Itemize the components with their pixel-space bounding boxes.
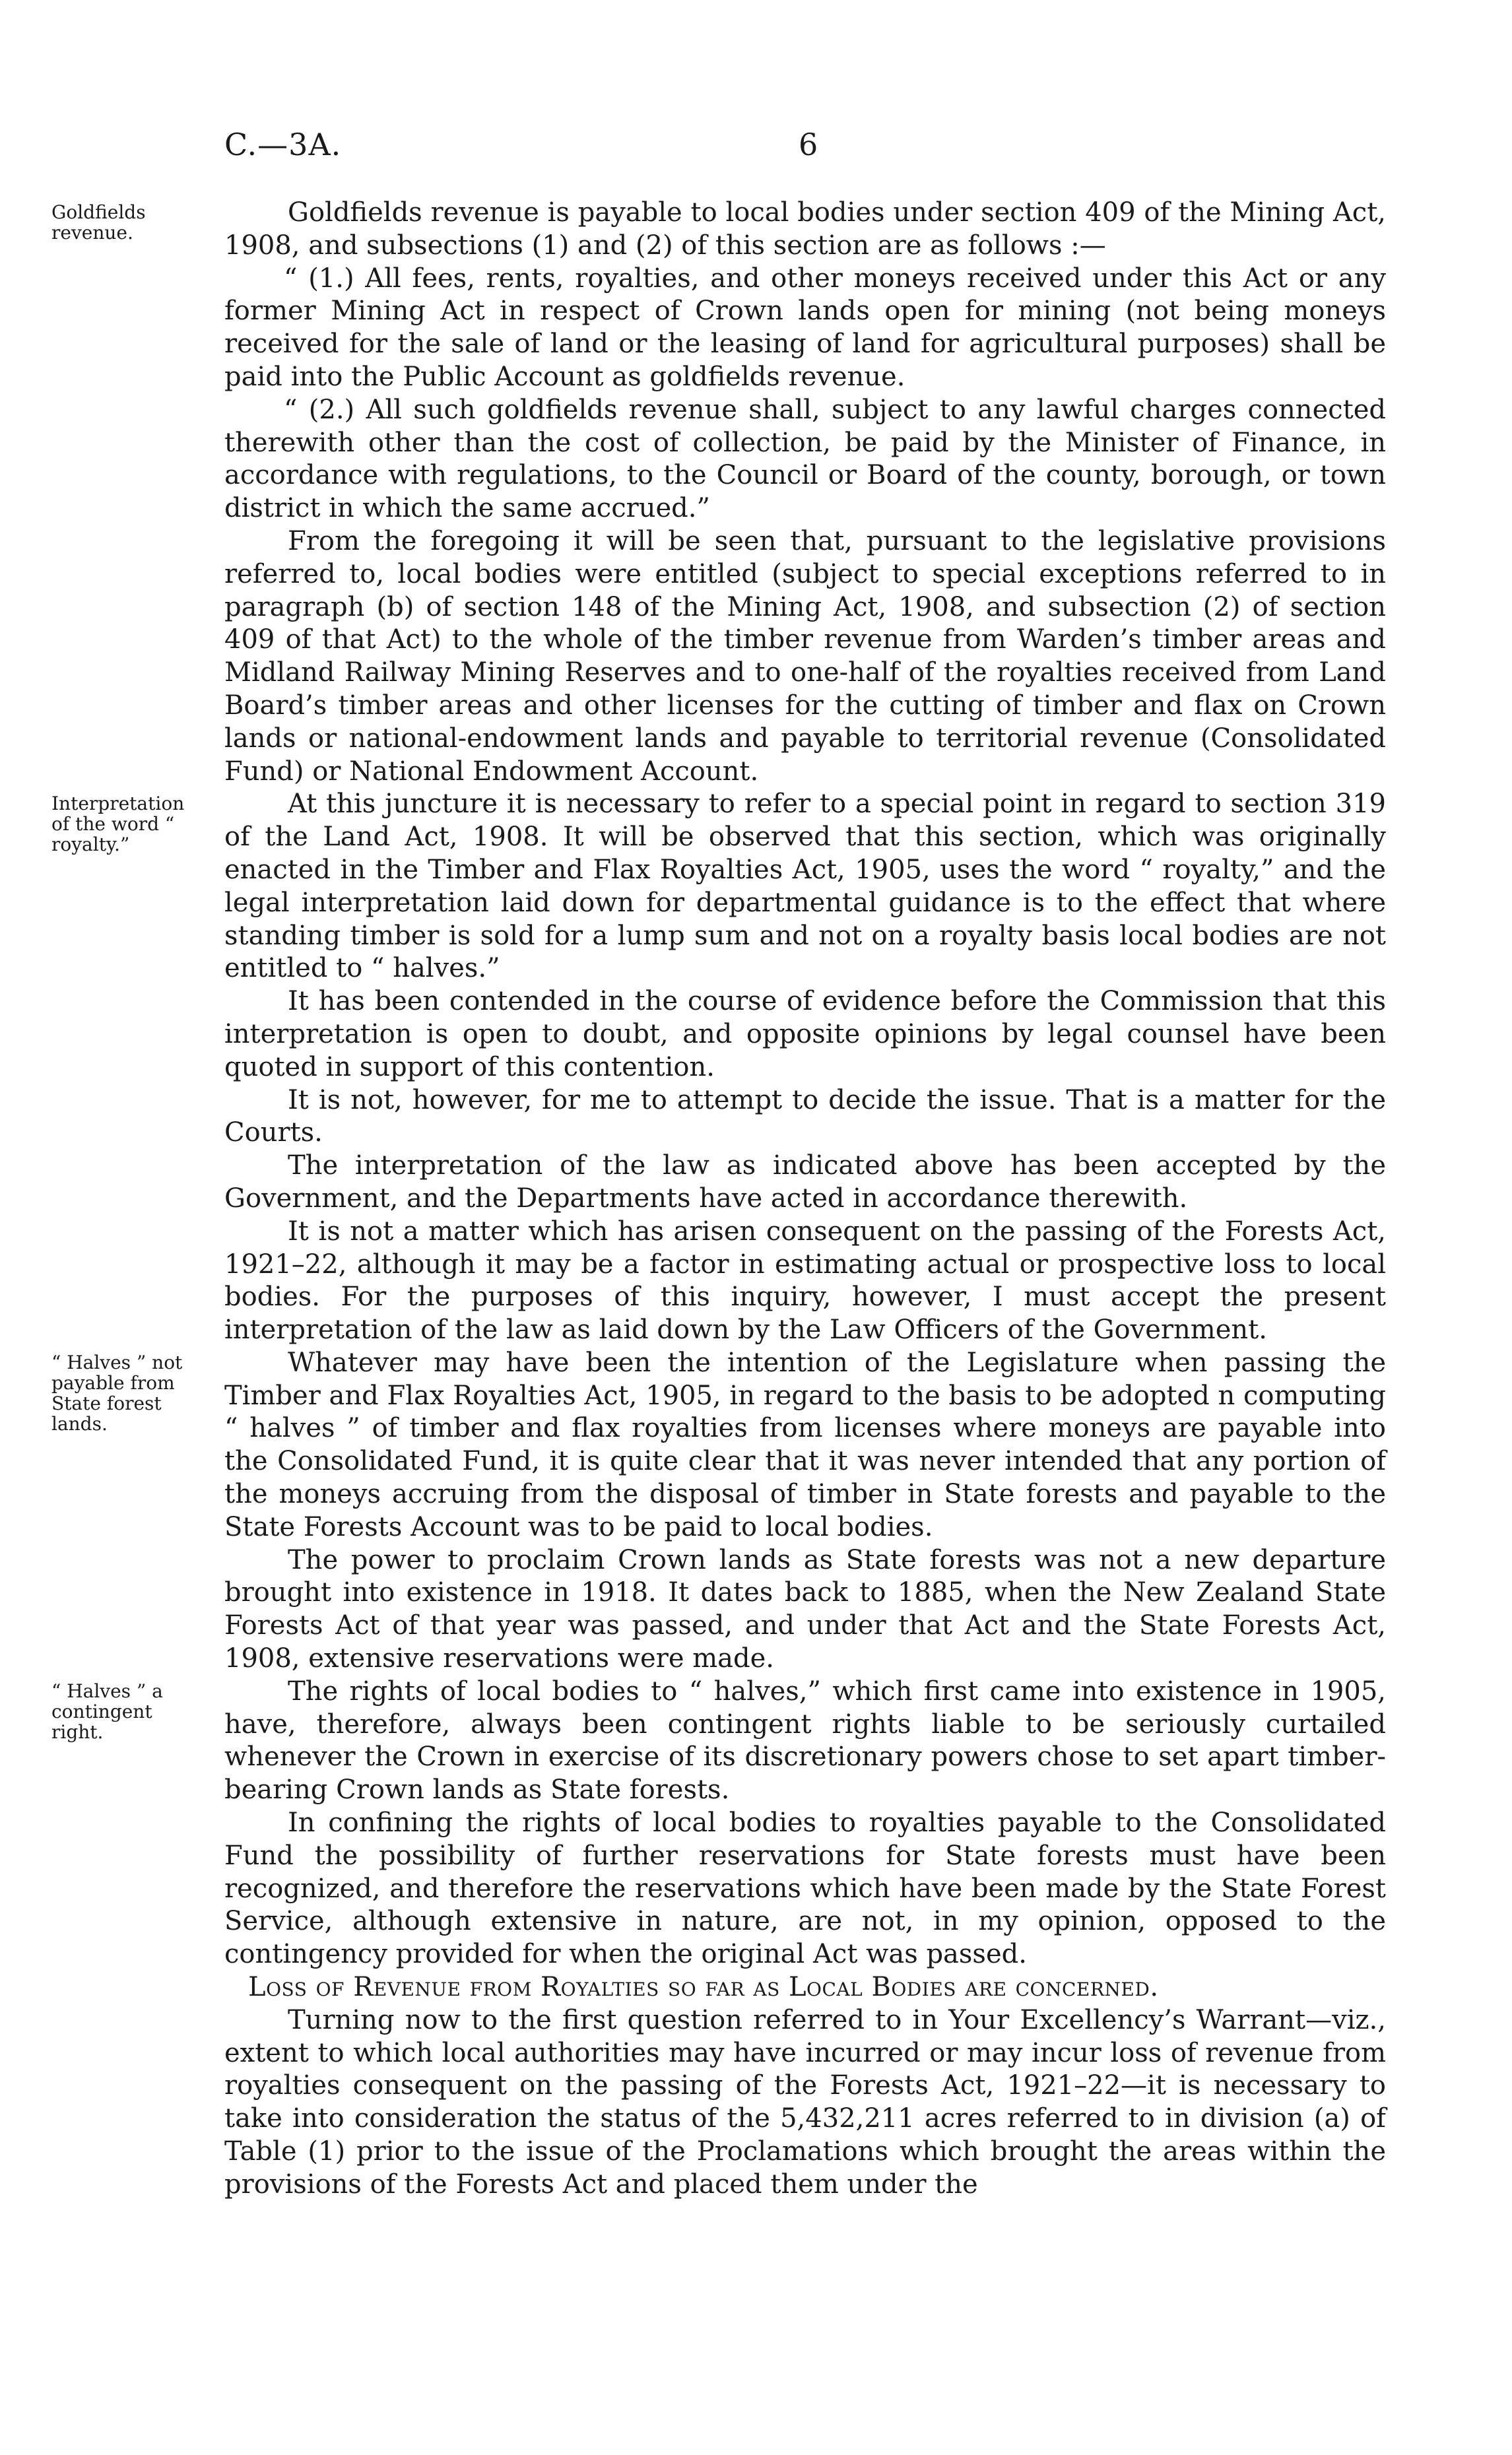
paragraph: From the foregoing it will be seen that, pursuant to the legislative provisions referred to, local bodies were entitled (subject to special exceptions referred to in paragraph (b) of section 148 of the Mining Act, 1908, and subsection (2) of section 409 of that Act) to the whole of the timber revenue from Warden’s timber areas and Midland Railway Mining Reserves and to one-half of the royalties received from Land Board’s timber areas and other licenses for the cutting of timber and flax on Crown lands or national-endowment lands and payable to territorial revenue (Consolidated Fund) or National Endowment Account. — [224, 525, 1386, 787]
paragraph-text: Whatever may have been the intention of the Legislature when passing the Timber and Flax Royalties Act, 1905, in regard to the basis to be adopted n computing “ halves ” of timber and flax royalties from licenses where moneys are payable into the Consolidated Fund, it is quite clear that it was never intended that any portion of the moneys accruing from the disposal of timber in State forests and payable to the State Forests Account was to be paid to local bodies. — [224, 1347, 1386, 1542]
paragraph: It is not, however, for me to attempt to decide the issue. That is a matter for the Courts. — [224, 1084, 1386, 1148]
paragraph-text: Goldfields revenue is payable to local bodies under section 409 of the Mining Act, 1908, and subsections (1) and (2) of this section are as follows :— — [224, 197, 1386, 261]
quoted-subsection-1: “ (1.) All fees, rents, royalties, and other moneys received under this Act or any former Mining Act in respect of Crown lands open for mining (not being moneys received for the sale of land or the leasing of land for agricultural purposes) shall be paid into the Public Account as goldfields revenue. — [224, 263, 1386, 392]
page-number: 6 — [799, 127, 819, 162]
paragraph: In confining the rights of local bodies to royalties payable to the Consolidated Fund the possibility of further reservations for State forests must have been recognized, and therefore the reservations which have been made by the State Forest Service, although extensive in nature, are not, in my opinion, opposed to the contingency provided for when the original Act was passed. — [224, 1808, 1386, 1970]
paragraph: Turning now to the first question referred to in Your Excellency’s Warrant—viz., extent to which local authorities may have incurred or may incur loss of revenue from royalties consequent on the passing of the Forests Act, 1921–22—it is necessary to take into consideration the status of the 5,432,211 acres referred to in division (a) of Table (1) prior to the issue of the Proclamations which brought the areas within the provisions of the Forests Act and placed them under the — [224, 2004, 1386, 2200]
paragraph-text: At this juncture it is necessary to refer to a special point in regard to section 319 of the Land Act, 1908. It will be observed that this section, which was originally enacted in the Timber and Flax Royalties Act, 1905, uses the word “ royalty,” and the legal interpretation laid down for departmental guidance is to the effect that where standing timber is sold for a lump sum and not on a royalty basis local bodies are not entitled to “ halves.” — [224, 789, 1386, 984]
paragraph — [51, 197, 1386, 263]
paragraph — [51, 1676, 1386, 1807]
section-heading: Loss of Revenue from Royalties so far as Local Bodies are concerned. — [248, 1972, 1159, 2003]
sidenote-halves-contingent: “ Halves ” a contingent right. — [51, 1680, 163, 1743]
paragraph: The power to proclaim Crown lands as State forests was not a new departure brought into existence in 1918. It dates back to 1885, when the New Zealand State Forests Act of that year was passed, and under that Act and the State Forests Act, 1908, extensive reservations were made. — [224, 1544, 1386, 1674]
paragraph — [51, 788, 1386, 985]
paragraph-text: The rights of local bodies to “ halves,” which first came into existence in 1905, have, therefore, always been contingent rights liable to be seriously curtailed whenever the Crown in exercise of its discretionary powers chose to set apart timber-bearing Crown lands as State forests. — [224, 1676, 1386, 1806]
page-header — [224, 127, 1386, 166]
paragraph — [51, 1347, 1386, 1544]
page-body — [51, 197, 1386, 2202]
sidenote-goldfields: Goldfields revenue. — [51, 201, 146, 244]
sidenote-interpretation: Interpretation of the word “ royalty.” — [51, 793, 185, 856]
quoted-subsection-2: “ (2.) All such goldfields revenue shall, subject to any lawful charges connected therewith other than the cost of collection, be paid by the Minister of Finance, in accordance with regulations, to the Council or Board of the county, borough, or town district in which the same accrued.” — [224, 394, 1386, 524]
document-code: C.—3A. — [224, 127, 342, 162]
paragraph: It is not a matter which has arisen consequent on the passing of the Forests Act, 1921–22, although it may be a factor in estimating actual or prospective loss to local bodies. For the purposes of this inquiry, however, I must accept the present interpretation of the law as laid down by the Law Officers of the Government. — [224, 1216, 1386, 1346]
paragraph: It has been contended in the course of evidence before the Commission that this interpretation is open to doubt, and opposite opinions by legal counsel have been quoted in support of this contention. — [224, 986, 1386, 1082]
paragraph: The interpretation of the law as indicated above has been accepted by the Government, and the Departments have acted in accordance therewith. — [224, 1150, 1386, 1214]
sidenote-halves-not-payable: “ Halves ” not payable from State forest lands. — [51, 1351, 183, 1435]
